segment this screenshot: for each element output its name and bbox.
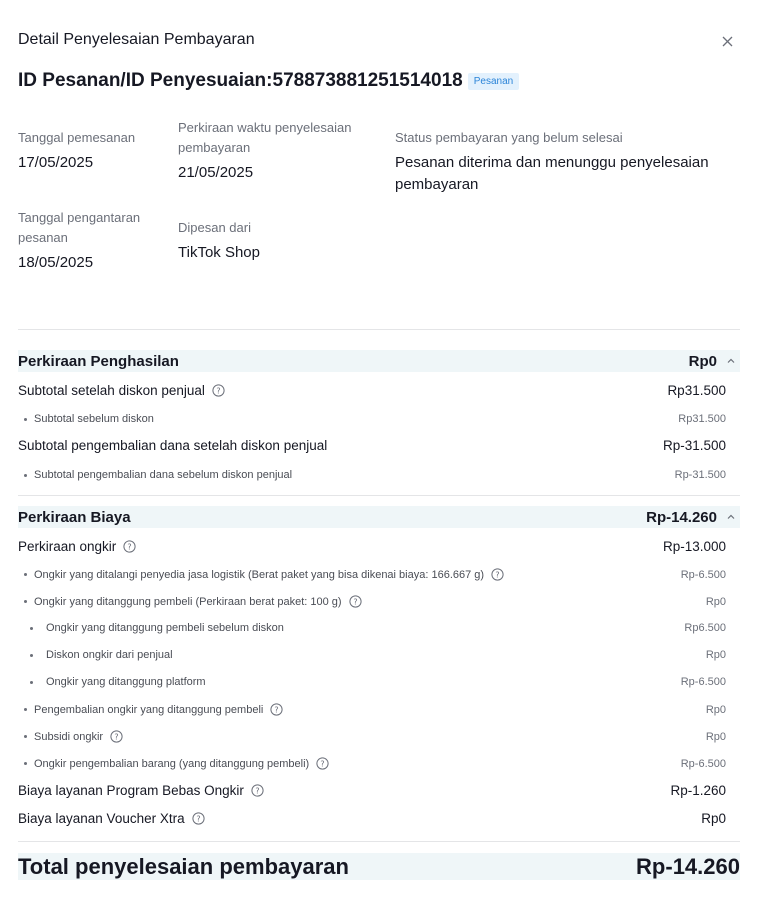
fee-row-value: Rp0 xyxy=(701,811,726,826)
income-section-header[interactable] xyxy=(18,350,740,372)
fee-row xyxy=(18,539,726,554)
help-icon[interactable] xyxy=(251,784,264,797)
fee-sub-row-value: Rp0 xyxy=(705,595,726,608)
svg-text:?: ? xyxy=(320,759,325,769)
fee-sub-row-label: Ongkir yang ditanggung pembeli (Perkiraan berat paket: 100 g) xyxy=(34,595,342,608)
income-sub-row-value: Rp31.500 xyxy=(678,413,726,425)
svg-text:?: ? xyxy=(255,786,260,796)
order-date-value: 17/05/2025 xyxy=(18,154,94,171)
fee-sub-row-value: Rp-6.500 xyxy=(680,568,726,581)
divider xyxy=(18,841,740,842)
ordered-from-value: TikTok Shop xyxy=(178,244,260,261)
order-date-label: Tanggal pemesanan xyxy=(18,130,136,145)
ordered-from-block xyxy=(178,218,378,264)
income-sub-row xyxy=(18,413,726,425)
fee-sub-row-label: Ongkir pengembalian barang (yang ditanggung pembeli) xyxy=(34,757,310,770)
close-button[interactable] xyxy=(716,30,738,52)
income-section-total: Rp0 xyxy=(688,352,717,370)
fee-sub-row xyxy=(18,730,726,743)
payment-status-value: Pesanan diterima dan menunggu penyelesaian pembayaran xyxy=(395,154,709,193)
income-section-title: Perkiraan Penghasilan xyxy=(18,352,179,370)
svg-text:?: ? xyxy=(114,732,119,742)
income-sub-row-value: Rp-31.500 xyxy=(674,469,726,481)
income-row-value: Rp-31.500 xyxy=(662,438,726,453)
fee-sub-row xyxy=(18,595,726,608)
settlement-total-value: Rp-14.260 xyxy=(636,853,740,879)
modal-title: Detail Penyelesaian Pembayaran xyxy=(18,31,255,48)
help-icon[interactable] xyxy=(123,540,136,553)
svg-text:?: ? xyxy=(495,570,500,580)
close-icon xyxy=(722,36,733,47)
fee-sub-row-label: Ongkir yang ditalangi penyedia jasa logistik (Berat paket yang bisa dikenai biaya: 166.667 g) xyxy=(34,568,485,581)
fee-row-label: Biaya layanan Voucher Xtra xyxy=(18,811,185,826)
est-settlement-label: Perkiraan waktu penyelesaian pembayaran xyxy=(178,120,352,155)
order-id-value: 578873881251514018 xyxy=(272,70,463,91)
svg-text:?: ? xyxy=(127,542,132,552)
fee-sub2-row-value: Rp-6.500 xyxy=(680,676,726,688)
order-id-heading xyxy=(18,70,519,92)
fee-sub-row xyxy=(18,568,726,581)
income-row xyxy=(18,383,726,398)
fee-row-value: Rp-1.260 xyxy=(670,783,726,798)
fee-sub2-row-label: Ongkir yang ditanggung platform xyxy=(46,676,206,688)
divider xyxy=(18,329,740,330)
fee-sub2-row xyxy=(18,622,726,634)
fee-sub2-row xyxy=(18,649,726,661)
help-icon[interactable] xyxy=(270,703,283,716)
svg-text:?: ? xyxy=(352,597,358,607)
fee-sub-row-label: Pengembalian ongkir yang ditanggung pembeli xyxy=(34,703,264,716)
fee-sub-row xyxy=(18,703,726,716)
delivery-date-value: 18/05/2025 xyxy=(18,254,94,271)
income-row-value: Rp31.500 xyxy=(667,383,726,398)
order-date-block xyxy=(18,128,168,174)
help-icon[interactable] xyxy=(110,730,123,743)
fee-sub2-row-label: Diskon ongkir dari penjual xyxy=(46,649,173,661)
fee-row-value: Rp-13.000 xyxy=(662,539,726,554)
svg-text:?: ? xyxy=(216,386,221,396)
chevron-up-icon[interactable] xyxy=(726,356,736,366)
fee-sub2-row-value: Rp6.500 xyxy=(684,622,726,634)
fee-sub2-row-value: Rp0 xyxy=(705,649,726,661)
payment-status-block xyxy=(395,128,735,196)
help-icon[interactable] xyxy=(491,568,504,581)
income-row-label: Subtotal setelah diskon penjual xyxy=(18,383,205,398)
fee-sub-row-value: Rp0 xyxy=(705,703,726,716)
fees-section-total: Rp-14.260 xyxy=(646,508,717,526)
fee-row-label: Biaya layanan Program Bebas Ongkir xyxy=(18,783,244,798)
payment-status-label: Status pembayaran yang belum selesai xyxy=(395,130,623,145)
fee-sub-row-label: Subsidi ongkir xyxy=(34,730,104,743)
help-icon[interactable] xyxy=(192,812,205,825)
help-icon[interactable] xyxy=(212,384,225,397)
fee-row-label: Perkiraan ongkir xyxy=(18,539,117,554)
fee-row xyxy=(18,811,726,826)
income-sub-row xyxy=(18,469,726,481)
help-icon[interactable] xyxy=(316,757,329,770)
svg-text:?: ? xyxy=(195,814,201,824)
delivery-date-block xyxy=(18,208,168,274)
est-settlement-block xyxy=(178,118,378,184)
settlement-total xyxy=(18,853,740,880)
est-settlement-value: 21/05/2025 xyxy=(178,164,254,181)
chevron-up-icon[interactable] xyxy=(726,512,736,522)
fee-sub-row-value: Rp-6.500 xyxy=(680,757,726,770)
svg-text:?: ? xyxy=(274,705,279,715)
settlement-total-label: Total penyelesaian pembayaran xyxy=(18,853,349,879)
order-id-label: ID Pesanan/ID Penyesuaian: xyxy=(18,70,273,91)
fee-row xyxy=(18,783,726,798)
divider xyxy=(18,495,740,496)
help-icon[interactable] xyxy=(349,595,362,608)
fee-sub2-row-label: Ongkir yang ditanggung pembeli sebelum diskon xyxy=(46,622,284,634)
ordered-from-label: Dipesan dari xyxy=(178,220,251,235)
fee-sub2-row xyxy=(18,676,726,688)
fee-sub-row-value: Rp0 xyxy=(705,730,726,743)
income-row xyxy=(18,438,726,453)
delivery-date-label: Tanggal pengantaran pesanan xyxy=(18,210,141,245)
income-sub-row-label: Subtotal sebelum diskon xyxy=(34,413,154,425)
fee-sub-row xyxy=(18,757,726,770)
fees-section-header[interactable] xyxy=(18,506,740,528)
order-type-badge: Pesanan xyxy=(468,73,519,90)
income-sub-row-label: Subtotal pengembalian dana sebelum diskon penjual xyxy=(34,469,293,481)
income-row-label: Subtotal pengembalian dana setelah diskon penjual xyxy=(18,438,328,453)
fees-section-title: Perkiraan Biaya xyxy=(18,508,131,526)
